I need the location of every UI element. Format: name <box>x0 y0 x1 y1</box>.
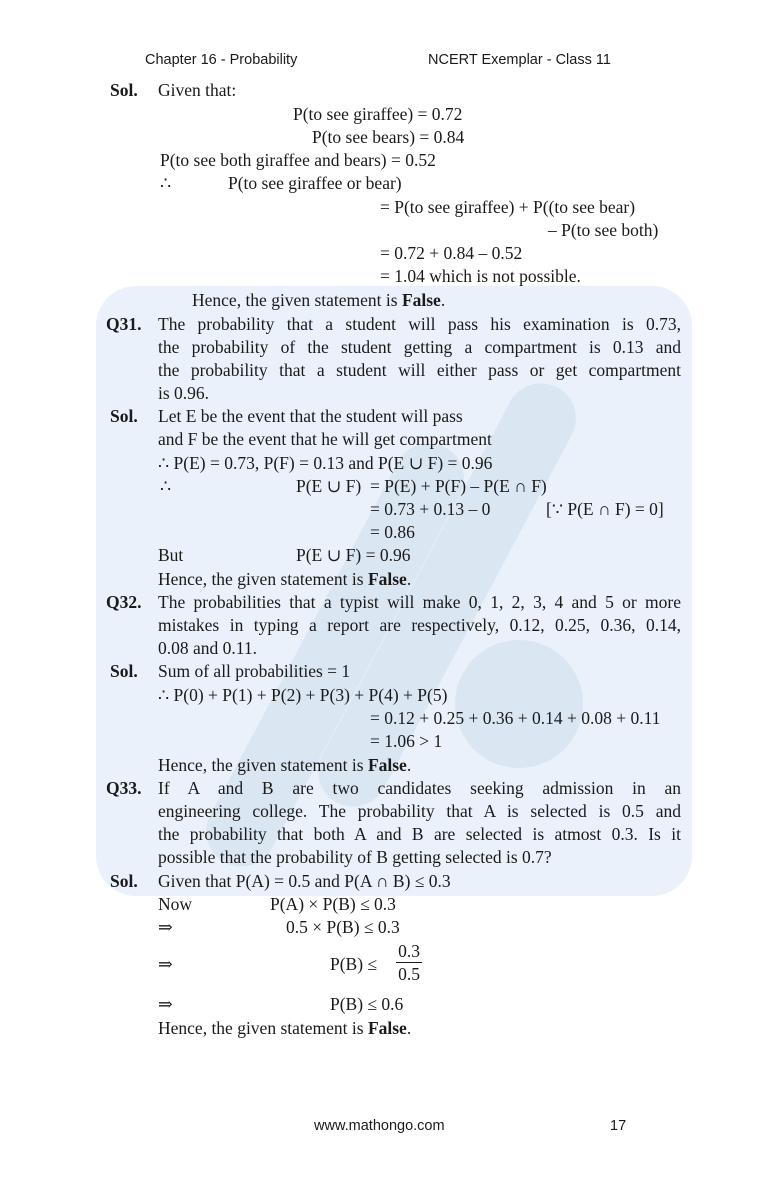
q33-label: Q33. <box>106 778 142 798</box>
sol31-note: [∵ P(E ∩ F) = 0] <box>546 499 664 519</box>
question-line: mistakes in typing a report are respectively, 0.12, 0.25, 0.36, 0.14, <box>158 615 681 635</box>
conclusion-line: Hence, the given statement is False. <box>158 569 412 589</box>
fraction-numerator: 0.3 <box>396 940 422 963</box>
sol31-line: = 0.86 <box>370 522 415 542</box>
sol33-line: P(B) ≤ 0.6 <box>330 994 404 1014</box>
conclusion-line: Hence, the given statement is False. <box>158 755 412 775</box>
sol30-line: = 1.04 which is not possible. <box>380 266 581 286</box>
sol-label: Sol. <box>110 80 138 100</box>
sol32-line: ∴ P(0) + P(1) + P(2) + P(3) + P(4) + P(5) <box>158 685 448 705</box>
sol31-line: and F be the event that he will get compartment <box>158 429 492 449</box>
sol30-line: P(to see giraffee) = 0.72 <box>293 104 463 124</box>
question-line: is 0.96. <box>158 383 210 403</box>
question-line: the probability that both A and B are selected is atmost 0.3. Is it <box>158 824 681 844</box>
fraction-denominator: 0.5 <box>398 964 420 984</box>
footer-website: www.mathongo.com <box>314 1118 445 1134</box>
therefore-symbol: ∴ <box>160 173 172 193</box>
implies-symbol: ⇒ <box>158 994 173 1014</box>
sol31-line: Let E be the event that the student will pass <box>158 406 463 426</box>
implies-symbol: ⇒ <box>158 954 173 974</box>
question-line: engineering college. The probability that A is selected is 0.5 and <box>158 801 681 821</box>
sol30-line: = 0.72 + 0.84 – 0.52 <box>380 243 523 263</box>
sol32-line: = 1.06 > 1 <box>370 731 443 751</box>
question-line: If A and B are two candidates seeking admission in an <box>158 778 681 798</box>
sol33-frac-lhs: P(B) ≤ <box>330 954 378 974</box>
page-number: 17 <box>610 1118 627 1134</box>
header-book: NCERT Exemplar - Class 11 <box>428 52 611 68</box>
fraction <box>396 940 422 985</box>
therefore-symbol: ∴ <box>160 476 172 496</box>
sol-label: Sol. <box>110 661 138 681</box>
sol31-line: = P(E) + P(F) – P(E ∩ F) <box>370 476 547 496</box>
q32-label: Q32. <box>106 592 142 612</box>
sol33-line: Given that P(A) = 0.5 and P(A ∩ B) ≤ 0.3 <box>158 871 451 891</box>
sol30-line: = P(to see giraffee) + P((to see bear) <box>380 197 636 217</box>
conclusion-line: Hence, the given statement is False. <box>158 1018 412 1038</box>
sol32-line: = 0.12 + 0.25 + 0.36 + 0.14 + 0.08 + 0.11 <box>370 708 661 728</box>
sol31-line: = 0.73 + 0.13 – 0 <box>370 499 491 519</box>
sol31-lhs: P(E ∪ F) <box>296 476 362 496</box>
watermark-dot <box>455 640 583 768</box>
implies-symbol: ⇒ <box>158 917 173 937</box>
question-line: the probability of the student getting a compartment is 0.13 and <box>158 337 681 357</box>
sol31-line: P(E ∪ F) = 0.96 <box>296 545 411 565</box>
sol32-line: Sum of all probabilities = 1 <box>158 661 351 681</box>
sol33-line: P(A) × P(B) ≤ 0.3 <box>270 894 396 914</box>
sol31-line: ∴ P(E) = 0.73, P(F) = 0.13 and P(E ∪ F) = 0.96 <box>158 453 493 473</box>
sol-label: Sol. <box>110 406 138 426</box>
question-line: The probability that a student will pass his examination is 0.73, <box>158 314 681 334</box>
sol30-given: Given that: <box>158 80 237 100</box>
sol-label: Sol. <box>110 871 138 891</box>
now-label: Now <box>158 894 193 914</box>
conclusion-line: Hence, the given statement is False. <box>192 290 446 310</box>
question-line: possible that the probability of B getting selected is 0.7? <box>158 847 552 867</box>
sol30-line: P(to see bears) = 0.84 <box>312 127 465 147</box>
sol30-line: P(to see giraffee or bear) <box>228 173 402 193</box>
q31-label: Q31. <box>106 314 142 334</box>
question-line: 0.08 and 0.11. <box>158 638 257 658</box>
but-label: But <box>158 545 184 565</box>
sol30-line: – P(to see both) <box>548 220 659 240</box>
sol30-line: P(to see both giraffee and bears) = 0.52 <box>160 150 436 170</box>
question-line: The probabilities that a typist will make 0, 1, 2, 3, 4 and 5 or more <box>158 592 681 612</box>
sol33-line: 0.5 × P(B) ≤ 0.3 <box>286 917 400 937</box>
header-chapter: Chapter 16 - Probability <box>145 52 298 68</box>
question-line: the probability that a student will either pass or get compartment <box>158 360 681 380</box>
